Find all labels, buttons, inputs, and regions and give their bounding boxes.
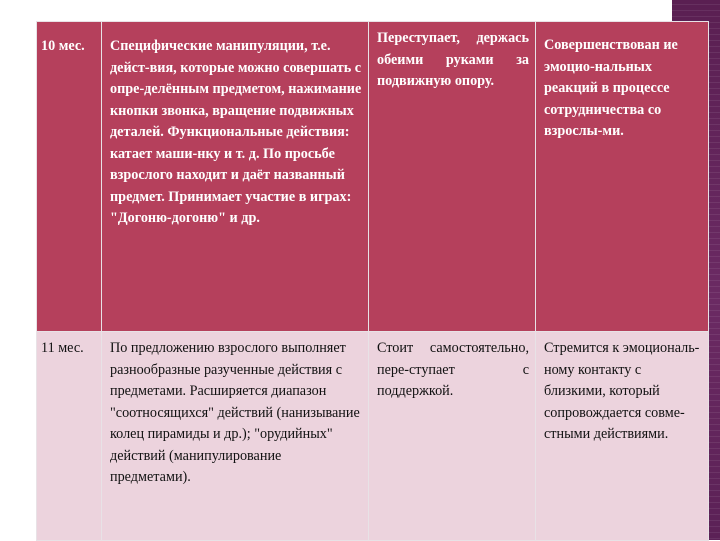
actions-cell: Специфические манипуляции, т.е. дейст-вия, которые можно совершать с опре-делённым предметом, нажимание кнопки звонка, вращение подвижных деталей. Функциональные действия: катает маши-нку и т. д. По просьбе взрослого находит и даёт названный предмет. Принимает участие в играх: "Догоню-догоню" и др. — [102, 22, 369, 332]
age-cell: 11 мес. — [37, 332, 102, 541]
band-stripe — [672, 4, 720, 5]
emotions-cell: Совершенствован ие эмоцио-нальных реакций в процессе сотрудничества со взрослы-ми. — [536, 22, 709, 332]
table-row — [37, 22, 709, 332]
movement-cell: Стоит самостоятельно, пере-ступает с поддержкой. — [369, 332, 536, 541]
age-cell: 10 мес. — [37, 22, 102, 332]
actions-cell: По предложению взрослого выполняет разнообразные разученные действия с предметами. Расширяется диапазон "соотносящихся" действий (нанизывание колец пирамиды и др.); "орудийных" действий (манипулирование предметами). — [102, 332, 369, 541]
emotions-cell: Стремится к эмоциональ-ному контакту с близкими, который сопровождается совме-стными действиями. — [536, 332, 709, 541]
band-stripe — [672, 10, 720, 11]
table-row — [37, 332, 709, 541]
movement-cell: Переступает, держась обеими руками за подвижную опору. — [369, 22, 536, 332]
development-table — [36, 21, 709, 541]
band-stripe — [672, 16, 720, 17]
